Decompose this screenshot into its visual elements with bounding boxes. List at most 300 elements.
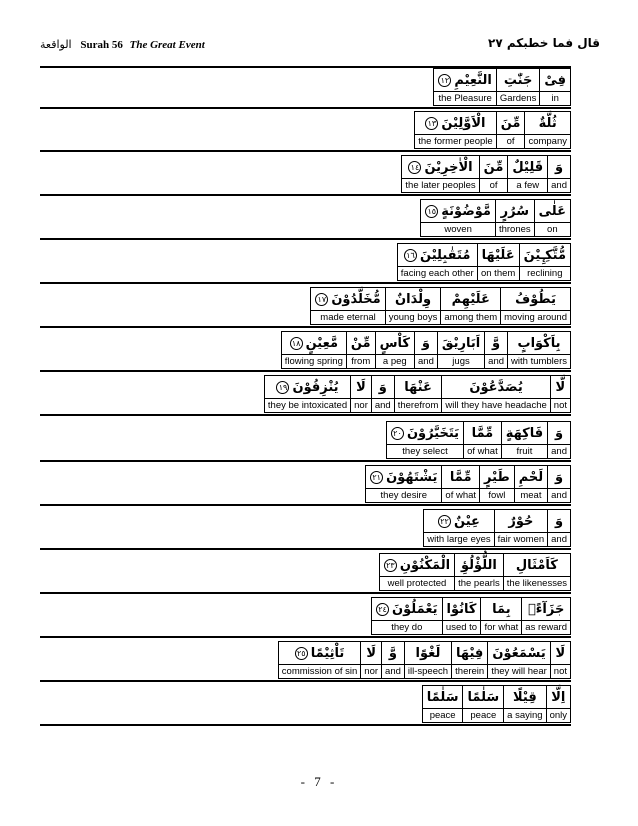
word-cell [550, 376, 570, 412]
arabic-word-text: وَّ [388, 645, 397, 661]
verse-row [40, 67, 571, 109]
arabic-word-text: كَاَمْثَالِ [515, 557, 558, 573]
english-gloss: in [551, 93, 559, 104]
word-cell [394, 376, 442, 412]
row-rule [40, 724, 571, 726]
arabic-word [387, 422, 463, 445]
word-cell [402, 156, 478, 192]
english-gloss: fruit [516, 446, 533, 457]
word-table [278, 641, 571, 679]
arabic-word-text: فَاكِهَةٍ [505, 425, 544, 441]
word-cell [380, 554, 454, 590]
word-cell [484, 332, 507, 368]
verse-row [40, 420, 571, 462]
arabic-word [508, 332, 570, 355]
arabic-word-text: وَ [555, 159, 564, 175]
verse-number-marker: ٢٠ [391, 427, 404, 440]
arabic-word [522, 598, 570, 621]
arabic-word-text: مُتَقٰبِلِیْنَ [420, 247, 471, 263]
arabic-word [361, 642, 381, 665]
word-cell [279, 642, 361, 678]
word-cell [503, 686, 545, 722]
english-gloss: thrones [498, 224, 531, 235]
row-rule [40, 326, 571, 328]
arabic-word-text: وَّ [492, 335, 501, 351]
word-cell [372, 598, 442, 634]
word-cell [480, 598, 521, 634]
arabic-word-text: اللُّؤْلُؤِ [461, 557, 497, 573]
english-gloss: the former people [418, 136, 493, 147]
verse-number-marker: ٢٤ [376, 603, 389, 616]
arabic-word [548, 466, 570, 489]
arabic-word [515, 466, 547, 489]
arabic-word-text: یَشْتَهُوْنَ [386, 469, 438, 485]
arabic-word [442, 376, 549, 399]
arabic-word-text: طَیْرٍ [484, 469, 510, 485]
arabic-word [372, 376, 394, 399]
arabic-word [372, 598, 442, 621]
english-gloss: reclining [527, 268, 563, 279]
surah-label: Surah 56 [80, 39, 123, 51]
arabic-word [525, 112, 570, 135]
verse-number-marker: ١٥ [425, 205, 438, 218]
word-cell [415, 112, 495, 148]
arabic-word [424, 510, 493, 533]
english-gloss: nor [354, 400, 368, 411]
english-gloss: young boys [388, 312, 438, 323]
word-cell [437, 332, 484, 368]
english-gloss: therefrom [397, 400, 439, 411]
word-cell [550, 642, 570, 678]
row-rule [40, 548, 571, 550]
arabic-word [463, 686, 503, 709]
arabic-word [380, 554, 454, 577]
arabic-word-text: یُنْزِفُوْنَ [292, 379, 339, 395]
verse-row [40, 508, 571, 550]
word-table [401, 155, 571, 193]
arabic-word [376, 332, 414, 355]
arabic-word [434, 69, 495, 92]
arabic-word-text: الْاَوَّلِیْنَ [441, 115, 486, 131]
english-gloss: with tumblers [511, 356, 567, 367]
word-cell [454, 554, 503, 590]
arabic-word [520, 244, 570, 267]
english-gloss: Gardens [499, 93, 537, 104]
arabic-word [495, 510, 547, 533]
arabic-word-text: قَلِیْلٌ [512, 159, 544, 175]
word-table [371, 597, 571, 635]
english-gloss: the likenesses [506, 578, 567, 589]
arabic-word [496, 200, 534, 223]
word-cell [387, 422, 463, 458]
arabic-word [548, 156, 570, 179]
arabic-word [551, 376, 570, 399]
arabic-word-text: مِّنْ [350, 335, 371, 351]
english-gloss: among them [444, 312, 498, 323]
arabic-word [540, 69, 570, 92]
word-table [365, 465, 571, 503]
verse-number-marker: ١٨ [290, 337, 303, 350]
word-cell [463, 422, 501, 458]
english-gloss: on them [480, 268, 516, 279]
arabic-word-text: لَحْمِ [518, 469, 544, 485]
word-cell [350, 376, 371, 412]
word-cell [495, 200, 534, 236]
verse-row [40, 242, 571, 284]
english-gloss: with large eyes [427, 534, 491, 545]
row-rule [40, 636, 571, 638]
row-rule [40, 107, 571, 109]
arabic-word [485, 332, 507, 355]
arabic-word-text: حُوْرٌ [508, 513, 534, 529]
arabic-word-text: ثُلَّةٌ [538, 115, 557, 131]
arabic-word-text: یَتَخَیَّرُوْنَ [406, 425, 460, 441]
word-cell [451, 642, 487, 678]
verse-row [40, 596, 571, 638]
arabic-word [548, 422, 570, 445]
verse-number-marker: ٢٥ [295, 647, 308, 660]
arabic-word-text: مَّعِیْنٍ [305, 335, 339, 351]
word-cell [479, 156, 508, 192]
surah-arabic-name: الواقعة [40, 38, 72, 51]
word-cell [479, 466, 514, 502]
arabic-word [551, 642, 570, 665]
verse-number-marker: ٢٢ [438, 515, 451, 528]
arabic-word-text: بِمَا [492, 601, 511, 617]
english-gloss: not [553, 400, 567, 411]
word-cell [381, 642, 404, 678]
page-header-left [40, 38, 205, 51]
word-table [281, 331, 571, 369]
word-cell [496, 112, 525, 148]
word-cell [519, 244, 570, 280]
arabic-word [497, 69, 539, 92]
arabic-word [347, 332, 375, 355]
word-cell [494, 510, 547, 546]
verse-number-marker: ٢٣ [384, 559, 397, 572]
english-gloss: ill-speech [407, 666, 449, 677]
arabic-word [502, 422, 547, 445]
arabic-word [438, 332, 484, 355]
arabic-word-text: مِّنَ [483, 159, 504, 175]
arabic-word-text: لَا [366, 645, 376, 661]
arabic-word-text: جَزَآءًۢ [527, 601, 565, 617]
arabic-word [452, 642, 487, 665]
english-gloss: for what [484, 622, 519, 633]
word-cell [547, 510, 570, 546]
row-rule [40, 504, 571, 506]
arabic-word [497, 112, 525, 135]
arabic-word-text: لَا [555, 645, 566, 661]
arabic-word [421, 200, 495, 223]
english-gloss: company [528, 136, 567, 147]
english-gloss: well protected [387, 578, 447, 589]
row-rule [40, 592, 571, 594]
arabic-word [464, 422, 501, 445]
word-cell [440, 288, 500, 324]
verse-row [40, 684, 571, 726]
word-cell [375, 332, 414, 368]
arabic-word [481, 598, 521, 621]
arabic-word-text: یُصَدَّعُوْنَ [469, 379, 523, 395]
verse-row [40, 198, 571, 240]
word-table [386, 421, 571, 459]
english-gloss: of what [445, 490, 477, 501]
arabic-word-text: مُّتَّكِـِٕیْنَ [523, 247, 566, 263]
arabic-word-text: عَلَیْهِمْ [451, 291, 490, 307]
word-cell [501, 422, 547, 458]
verse-row [40, 552, 571, 594]
english-gloss: the Pleasure [438, 93, 492, 104]
english-gloss: they be intoxicated [267, 400, 348, 411]
word-cell [404, 642, 451, 678]
arabic-word [504, 686, 545, 709]
row-rule [40, 150, 571, 152]
word-cell [282, 332, 346, 368]
word-cell [514, 466, 547, 502]
row-rule [40, 282, 571, 284]
english-gloss: facing each other [400, 268, 474, 279]
word-cell [441, 376, 549, 412]
arabic-word-text: وَ [555, 425, 564, 441]
english-gloss: peace [429, 710, 456, 721]
word-cell [547, 422, 570, 458]
word-cell [442, 598, 481, 634]
verse-number-marker: ١٢ [438, 74, 451, 87]
english-gloss: the pearls [458, 578, 500, 589]
row-rule [40, 460, 571, 462]
english-gloss: only [549, 710, 567, 721]
arabic-word-text: مِّمَّا [449, 469, 472, 485]
verse-row [40, 374, 571, 416]
arabic-word-text: عَلَیْهَا [481, 247, 515, 263]
word-table [379, 553, 571, 591]
english-gloss: and [488, 356, 505, 367]
verse-number-marker: ٢١ [370, 471, 383, 484]
verse-row [40, 286, 571, 328]
arabic-word [398, 244, 477, 267]
arabic-word [351, 376, 371, 399]
word-cell [521, 598, 570, 634]
arabic-word [366, 466, 441, 489]
english-gloss: nor [364, 666, 379, 677]
verse-row [40, 640, 571, 682]
arabic-word-text: كَانُوْا [446, 601, 477, 617]
arabic-word [265, 376, 350, 399]
arabic-word-text: وَ [555, 513, 564, 529]
arabic-word-text: وَ [421, 335, 430, 351]
arabic-word [547, 686, 570, 709]
arabic-word [504, 554, 570, 577]
arabic-word [415, 112, 495, 135]
arabic-word-text: عِیْنٌ [454, 513, 480, 529]
arabic-word-text: النَّعِیْمِ [454, 72, 492, 88]
word-cell [265, 376, 350, 412]
word-table [422, 685, 571, 723]
english-gloss: of [489, 180, 498, 191]
arabic-word [508, 156, 547, 179]
verse-number-marker: ١٤ [408, 161, 421, 174]
english-gloss: and [551, 490, 567, 501]
english-gloss: commission of sin [281, 666, 358, 677]
english-gloss: a peg [382, 356, 407, 367]
word-cell [507, 332, 570, 368]
row-rule [40, 680, 571, 682]
arabic-word-text: بِاَكْوَابٍ [517, 335, 561, 351]
english-gloss: they select [402, 446, 448, 457]
page-number: - 7 - [300, 774, 338, 789]
english-gloss: jugs [452, 356, 470, 367]
arabic-word-text: الْاٰخِرِیْنَ [424, 159, 473, 175]
arabic-word-text: لَا [356, 379, 366, 395]
arabic-word-text: قِیْلًا [513, 689, 537, 705]
verse-row [40, 464, 571, 506]
english-gloss: not [553, 666, 567, 677]
english-gloss: from [351, 356, 371, 367]
verse-row [40, 154, 571, 196]
arabic-word-text: مِّمَّا [471, 425, 494, 441]
arabic-word [488, 642, 549, 665]
word-cell [524, 112, 570, 148]
arabic-word [386, 288, 441, 311]
english-gloss: as reward [525, 622, 567, 633]
arabic-word-text: یَطُوْفُ [515, 291, 556, 307]
word-table [310, 287, 571, 325]
english-gloss: and [551, 534, 567, 545]
word-table [423, 509, 571, 547]
arabic-word [382, 642, 404, 665]
word-cell [500, 288, 570, 324]
arabic-word-text: الْمَكْنُوْنِ [399, 557, 451, 573]
word-cell [398, 244, 477, 280]
english-gloss: fowl [488, 490, 506, 501]
word-cell [534, 200, 570, 236]
english-gloss: and [385, 666, 401, 677]
word-cell [546, 686, 570, 722]
english-gloss: used to [445, 622, 478, 633]
word-table [420, 199, 571, 237]
word-cell [503, 554, 570, 590]
word-cell [385, 288, 441, 324]
verse-number-marker: ١٦ [404, 249, 417, 262]
english-gloss: therein [455, 666, 485, 677]
word-cell [496, 69, 539, 105]
verse-number-marker: ١٧ [315, 293, 328, 306]
word-table [414, 111, 571, 149]
arabic-word-text: مِّنَ [500, 115, 521, 131]
arabic-word [443, 598, 481, 621]
arabic-word [282, 332, 346, 355]
verse-number-marker: ١٩ [276, 381, 289, 394]
surah-english-name: The Great Event [129, 39, 205, 51]
english-gloss: and [551, 180, 567, 191]
word-cell [462, 686, 503, 722]
arabic-word [535, 200, 570, 223]
word-cell [547, 466, 570, 502]
word-cell [547, 156, 570, 192]
arabic-word [480, 156, 508, 179]
english-gloss: will they have headache [445, 400, 547, 411]
arabic-word [402, 156, 478, 179]
word-cell [414, 332, 437, 368]
arabic-word [442, 466, 479, 489]
english-gloss: fair women [497, 534, 545, 545]
english-gloss: of what [467, 446, 498, 457]
word-cell [311, 288, 384, 324]
english-gloss: and [418, 356, 434, 367]
arabic-word-text: سَلٰمًا [426, 689, 459, 705]
arabic-word-text: وَ [378, 379, 387, 395]
word-table [433, 68, 571, 106]
verse-number-marker: ١٣ [425, 117, 438, 130]
arabic-word-text: مَّوْضُوْنَةٍ [441, 203, 491, 219]
word-cell [487, 642, 549, 678]
word-cell [539, 69, 570, 105]
arabic-word-text: یَسْمَعُوْنَ [492, 645, 546, 661]
english-gloss: flowing spring [284, 356, 343, 367]
arabic-word [405, 642, 451, 665]
arabic-word-text: فِیْهَا [456, 645, 484, 661]
arabic-word [395, 376, 442, 399]
word-cell [346, 332, 375, 368]
word-cell [477, 244, 519, 280]
arabic-word-text: تَاْثِیْمًا [310, 645, 345, 661]
arabic-word [455, 554, 503, 577]
english-gloss: meat [520, 490, 542, 501]
arabic-word-text: مُّخَلَّدُوْنَ [331, 291, 381, 307]
arabic-word [441, 288, 500, 311]
arabic-word [548, 510, 570, 533]
word-cell [441, 466, 479, 502]
english-gloss: and [374, 400, 391, 411]
english-gloss: of [506, 136, 515, 147]
english-gloss: woven [444, 224, 472, 235]
verse-row [40, 110, 571, 152]
english-gloss: they desire [380, 490, 428, 501]
arabic-word [415, 332, 437, 355]
juz-arabic-header: قال فما خطبكم ٢٧ [488, 36, 600, 50]
english-gloss: they will hear [491, 666, 547, 677]
arabic-word-text: لَغْوًا [415, 645, 441, 661]
arabic-word [279, 642, 361, 665]
arabic-word-text: عَنْهَا [404, 379, 432, 395]
english-gloss: on [547, 224, 558, 235]
english-gloss: a few [516, 180, 540, 191]
arabic-word-text: اِلَّا [551, 689, 566, 705]
arabic-word-text: لَّا [555, 379, 566, 395]
arabic-word [423, 686, 463, 709]
word-table [264, 375, 571, 413]
arabic-word-text: سُرُرٍ [500, 203, 529, 219]
word-cell [421, 200, 495, 236]
arabic-word-text: اَبَارِیْقَ [441, 335, 481, 351]
word-cell [507, 156, 547, 192]
row-rule [40, 194, 571, 196]
english-gloss: the later peoples [405, 180, 476, 191]
english-gloss: a saying [507, 710, 543, 721]
arabic-word-text: كَاْسٍ [379, 335, 410, 351]
word-cell [360, 642, 381, 678]
word-cell [371, 376, 394, 412]
english-gloss: made eternal [320, 312, 376, 323]
english-gloss: and [551, 446, 567, 457]
row-rule [40, 370, 571, 372]
arabic-word-text: فِیْ [544, 72, 566, 88]
arabic-word [480, 466, 514, 489]
word-table [397, 243, 571, 281]
arabic-word [311, 288, 384, 311]
arabic-word-text: وِلْدَانٌ [395, 291, 432, 307]
